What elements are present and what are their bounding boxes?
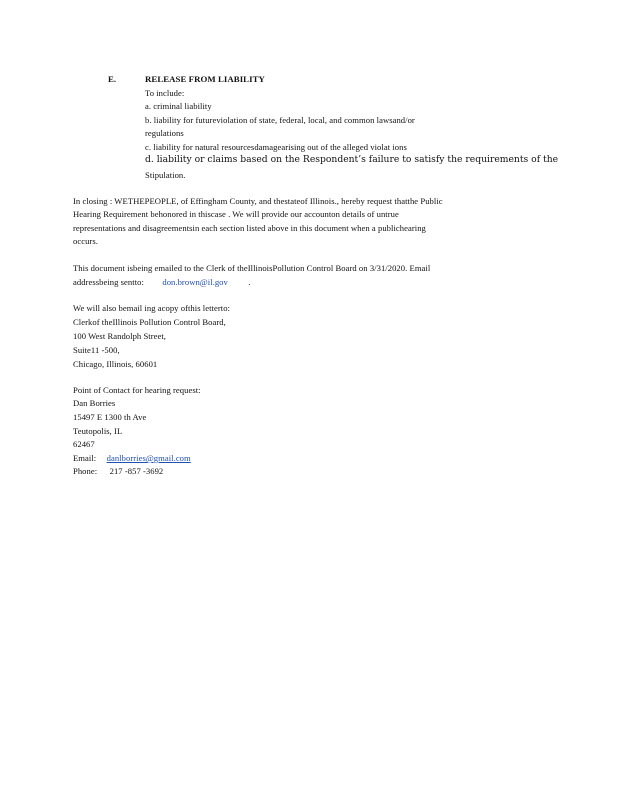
contact-phone-line [73, 465, 163, 477]
list-item: regulations [145, 128, 184, 138]
address-line: Clerkof theIllinois Pollution Control Board, [73, 317, 226, 327]
contact-email-line [73, 452, 219, 464]
closing-line: occurs. [73, 236, 98, 246]
contact-intro: Point of Contact for hearing request: [73, 385, 201, 395]
contact-name: Dan Borries [73, 398, 116, 408]
section-intro: To include: [145, 88, 185, 98]
list-item: d. liability or claims based on the Respondent’s failure to satisfy the requirements of the [145, 154, 559, 165]
closing-line: Hearing Requirement behonored in thiscase . We will provide our accounton details of untrue [73, 209, 399, 219]
email-link-underline [191, 452, 219, 464]
list-item: a. criminal liability [145, 101, 212, 111]
closing-line: representations and disagreementsin each section listed above in this document when a publichearing [73, 223, 426, 233]
section-letter: E. [108, 74, 117, 84]
contact-phone-label: Phone: [73, 466, 98, 476]
mail-notice-intro: We will also bemail ing acopy ofthis letterto: [73, 303, 230, 313]
address-line: 100 West Randolph Street, [73, 331, 167, 341]
section-heading: RELEASE FROM LIABILITY [145, 74, 265, 84]
clerk-email-link[interactable]: don.brown@il.gov [162, 277, 228, 287]
address-line: Suite11 -500, [73, 345, 120, 355]
list-item: c. liability for natural resourcesdamagearising out of the alleged violat ions [145, 142, 407, 152]
email-notice-line: This document isbeing emailed to the Clerk of theIllinoisPollution Control Board on 3/31/2020. Email [73, 263, 431, 273]
contact-phone: 217 -857 -3692 [109, 466, 164, 476]
email-notice-suffix: . [248, 277, 251, 287]
contact-zip: 62467 [73, 439, 95, 449]
contact-email-link[interactable]: danlborries@gmail.com [106, 453, 191, 463]
email-notice-prefix: addressbeing sentto: [73, 277, 144, 287]
email-notice-line [73, 276, 250, 288]
contact-city: Teutopolis, IL [73, 426, 123, 436]
list-item: Stipulation. [145, 170, 186, 180]
list-item: b. liability for futureviolation of state, federal, local, and common lawsand/or [145, 115, 415, 125]
contact-email-label: Email: [73, 453, 97, 463]
contact-street: 15497 E 1300 th Ave [73, 412, 147, 422]
address-line: Chicago, Illinois, 60601 [73, 359, 158, 369]
closing-line: In closing : WETHEPEOPLE, of Effingham County, and thestateof Illinois., hereby request thatthe Public [73, 196, 443, 206]
